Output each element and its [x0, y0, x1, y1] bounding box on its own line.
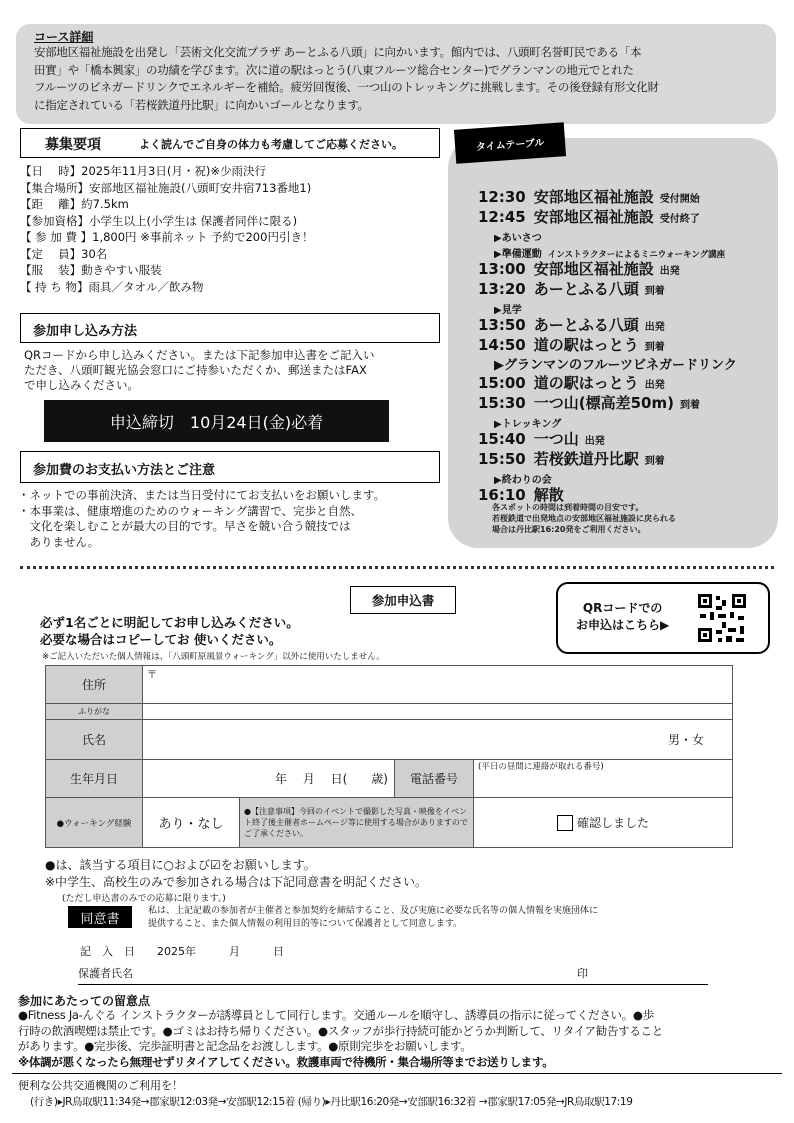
- course-line: 安部地区福祉施設を出発し「芸術文化交流プラザ あーとふる八頭」に向かいます。館内では、八頭町名誉町民である「本: [34, 45, 642, 59]
- consent-badge: 同意書: [68, 906, 132, 928]
- timetable-tag: 出発: [644, 380, 665, 391]
- caution-title: 参加にあたっての留意点: [18, 994, 151, 1008]
- apply-header: [20, 313, 440, 343]
- apply-line: ただき、八頭町観光協会窓口にご持参いただくか、郵送またはFAX: [24, 363, 367, 377]
- timetable-time: 12:45: [478, 208, 526, 226]
- address-field[interactable]: [143, 666, 733, 704]
- timetable-row: [478, 448, 665, 469]
- timetable-place: ▶見学: [494, 305, 522, 316]
- payment-line: 文化を楽しむことが最大の目的です。早さを競い合う競技では: [18, 519, 351, 533]
- timetable-notes: [492, 502, 676, 535]
- seal-mark: 印: [577, 967, 588, 980]
- timetable-place: あーとふる八頭: [533, 316, 639, 334]
- application-form-table: [45, 665, 733, 848]
- minor-note: ※中学生、高校生のみで参加される場合は下記同意書を明記ください。: [45, 875, 428, 889]
- timetable-tag: インストラクターによるミニウォーキング講座: [547, 250, 726, 260]
- timetable-time: 15:50: [478, 450, 526, 468]
- form-instructions: [40, 614, 299, 648]
- recruit-note: よく読んでご自身の体力も考慮してご応募ください。: [139, 138, 403, 151]
- timetable-time: 14:50: [478, 336, 526, 354]
- qr-label-line2: お申込はこちら▶: [576, 618, 670, 632]
- course-line: に指定されている「若桜鉄道丹比駅」に向かいゴールとなります。: [34, 97, 369, 112]
- transit-line: (行き)▸JR鳥取駅11:34発→郡家駅12:03発→安部駅12:15着 (帰り)▸丹比駅16:20発→安部駅16:32着 →郡家駅17:05発→JR鳥取駅17:19: [30, 1096, 633, 1108]
- photo-notice: ●【注意事項】今回のイベントで撮影した写真・映像をイベント終了後主催者ホームページ等に使用する場合がありますのでご了承ください。: [240, 798, 474, 848]
- payment-title: 参加費のお支払い方法とご注意: [33, 463, 216, 478]
- timetable-time: 16:10: [478, 486, 526, 504]
- timetable-time: 12:30: [478, 188, 526, 206]
- furigana-label: ふりがな: [46, 704, 143, 720]
- form-instruction-line: 必要な場合はコピーしてお 使いください。: [40, 632, 282, 647]
- gender-options[interactable]: 男・女: [667, 733, 704, 747]
- timetable-place: 一つ山(標高差50m): [533, 394, 674, 412]
- caution-line: があります。●完歩後、完歩証明書と記念品をお渡しします。●原則完歩をお願いします。: [18, 1039, 472, 1053]
- caution-bold-line: ※体調が悪くなったら無理せずリタイアしてください。救護車両で待機所・集合場所等までお送りします。: [18, 1054, 554, 1069]
- timetable-note: 場合は丹比駅16:20発をご利用ください。: [492, 525, 646, 534]
- minor-sub-note: (ただし申込書のみでの応募に限ります。): [62, 894, 226, 904]
- consent-line: 提供すること、また個人情報の利用目的等について保護者として同意します。: [148, 919, 463, 929]
- confirm-checkbox[interactable]: [557, 815, 573, 831]
- furigana-field[interactable]: [143, 704, 733, 720]
- timetable-place: ▶準備運動: [494, 249, 542, 260]
- caution-line: ●Fitness Ja-んぐる インストラクターが誘導員として同行します。交通ルールを順守し、誘導員の指示に従ってください。●歩: [18, 1008, 654, 1022]
- timetable-tag: 出発: [644, 322, 665, 333]
- birth-label: 生年月日: [46, 760, 143, 798]
- guardian-label: 保護者氏名: [78, 967, 133, 980]
- recruit-item-distance: 【距 離】約7.5km: [20, 197, 129, 211]
- payment-text: [18, 488, 448, 550]
- guardian-name-field[interactable]: [78, 965, 708, 985]
- course-detail-panel: [16, 24, 776, 124]
- recruit-item-date: 【日 時】2025年11月3日(月・祝)※少雨決行: [20, 164, 266, 178]
- timetable-tag: 到着: [644, 342, 665, 353]
- timetable-row: [478, 278, 665, 299]
- timetable-time: 15:00: [478, 374, 526, 392]
- name-label: 氏名: [46, 720, 143, 760]
- qr-box[interactable]: [556, 582, 770, 654]
- timetable-tab: タイムテーブル: [454, 122, 566, 164]
- timetable-row: [478, 258, 680, 279]
- timetable-row: [478, 428, 605, 449]
- recruit-item-eligibility: 【参加資格】小学生以上(小学生は 保護者同伴に限る): [20, 213, 298, 228]
- recruit-item-fee: 【 参 加 費 】1,800円 ※事前ネット 予約で200円引き！: [20, 230, 314, 244]
- timetable-panel: [448, 138, 778, 548]
- birth-field[interactable]: [143, 760, 395, 798]
- course-description: [34, 44, 764, 114]
- walking-options[interactable]: あり・なし: [143, 798, 240, 848]
- timetable-tag: 出発: [584, 436, 605, 447]
- timetable-place: ▶グランマンのフルーツビネガードリンク: [494, 358, 737, 373]
- timetable-tag: 到着: [644, 286, 665, 297]
- timetable-place: 安部地区福祉施設: [533, 188, 654, 206]
- address-label: 住所: [46, 666, 143, 704]
- qr-code-icon[interactable]: [696, 592, 748, 644]
- timetable-time: 13:50: [478, 316, 526, 334]
- privacy-note: ※ご記入いただいた個人情報は、「八頭町原風景ウォーキング」以外に使用いたしません。: [42, 652, 385, 662]
- timetable-place: あーとふる八頭: [533, 280, 639, 298]
- payment-line: ・ネットでの事前決済、または当日受付にてお支払いをお願いします。: [18, 488, 386, 502]
- timetable-row: [478, 314, 665, 335]
- recruit-item-capacity: 【定 員】30名: [20, 246, 108, 261]
- form-instruction-line: 必ず1名ごとに明記してお申し込みください。: [40, 615, 299, 630]
- timetable-note: 若桜鉄道で出発地点の安部地区福祉施設に戻られる: [492, 514, 676, 523]
- timetable-time: 15:40: [478, 430, 526, 448]
- recruit-title: 募集要項: [45, 137, 101, 153]
- course-title: コース詳細: [34, 30, 94, 44]
- timetable-place: 安部地区福祉施設: [533, 260, 654, 278]
- consent-text: [148, 905, 708, 931]
- confirm-label: 確認しました: [576, 815, 649, 830]
- transit-title: 便利な公共交通機関のご利用を！: [18, 1079, 183, 1092]
- payment-header: [20, 451, 440, 483]
- payment-line: ・本事業は、健康増進のためのウォーキング講習で、完歩と自然、: [18, 503, 362, 518]
- qr-label-line1: QRコードでの: [582, 601, 663, 615]
- timetable-row: [494, 354, 737, 373]
- timetable-tag: 受付終了: [659, 214, 700, 225]
- walking-label: ●ウォーキング経験: [46, 798, 143, 848]
- form-title: 参加申込書: [350, 586, 456, 614]
- timetable-row: [478, 334, 665, 355]
- recruit-list: [20, 163, 440, 295]
- confirm-cell[interactable]: [474, 798, 733, 848]
- timetable-place: ▶トレッキング: [494, 419, 562, 430]
- phone-label: 電話番号: [395, 760, 474, 798]
- recruit-item-belongings: 【 持 ち 物】雨具／タオル／飲み物: [20, 279, 204, 294]
- birth-fields: 年 月 日( 歳): [275, 772, 388, 786]
- payment-line: ありません。: [18, 534, 100, 549]
- timetable-place: 一つ山: [533, 430, 579, 448]
- recruit-item-clothing: 【服 装】動きやすい服装: [20, 263, 162, 277]
- timetable-time: 15:30: [478, 394, 526, 412]
- timetable-place: ▶終わりの会: [494, 475, 552, 486]
- timetable-row: [478, 206, 700, 227]
- timetable-note: 各スポットの時間は到着時間の目安です。: [492, 503, 644, 512]
- timetable-row: [478, 392, 700, 413]
- timetable-row: [478, 186, 700, 207]
- timetable-place: 道の駅はっとう: [533, 374, 639, 392]
- timetable-row: [478, 372, 665, 393]
- phone-note: (平日の昼間に連絡が取れる番号): [478, 762, 604, 772]
- timetable-place: 若桜鉄道丹比駅: [533, 450, 639, 468]
- course-line: 田實」や「橋本興家」の功績を学びます。次に道の駅はっとう(八東フルーツ総合センター)でグランマンの地元でとれた: [34, 62, 634, 77]
- apply-line: で申し込みください。: [24, 378, 139, 392]
- consent-date: 記 入 日 2025年 月 日: [80, 945, 284, 958]
- deadline-banner: 申込締切 10月24日(金)必着: [44, 400, 389, 442]
- caution-text: [18, 1008, 780, 1070]
- timetable-tag: 出発: [659, 266, 680, 277]
- name-field[interactable]: [143, 720, 733, 760]
- mark-note: ●は、該当する項目に○および☑をお願いします。: [45, 858, 316, 872]
- apply-title: 参加申し込み方法: [33, 324, 138, 339]
- consent-line: 私は、上記記載の参加者が主催者と参加契約を締結すること、及び実施に必要な氏名等の個人情報を実施団体に: [148, 906, 599, 916]
- timetable-time: 13:00: [478, 260, 526, 278]
- timetable-place: 安部地区福祉施設: [533, 208, 654, 226]
- apply-line: QRコードから申し込みください。または下記参加申込書をご記入い: [24, 348, 375, 362]
- bottom-divider: [12, 1073, 782, 1074]
- apply-text: [24, 348, 444, 393]
- timetable-tag: 到着: [644, 456, 665, 467]
- cut-line-divider: [20, 566, 774, 569]
- timetable-place: 道の駅はっとう: [533, 336, 639, 354]
- timetable-place: ▶あいさつ: [494, 233, 542, 244]
- course-line: フルーツのビネガードリンクでエネルギーを補給。疲労回復後、一つ山のトレッキングに挑戦します。その後登録有形文化財: [34, 80, 659, 94]
- recruit-header: [20, 128, 440, 158]
- timetable-time: 13:20: [478, 280, 526, 298]
- timetable-tag: 到着: [679, 400, 700, 411]
- postal-mark: 〒: [147, 670, 157, 681]
- caution-line: 行時の飲酒喫煙は禁止です。●ゴミはお持ち帰りください。●スタッフが歩行持続可能かどうか判断して、リタイア勧告すること: [18, 1023, 663, 1038]
- timetable-tag: 受付開始: [659, 194, 700, 205]
- phone-field[interactable]: [474, 760, 733, 798]
- timetable-place: 解散: [533, 486, 564, 504]
- qr-label: [576, 600, 669, 634]
- recruit-item-place: 【集合場所】安部地区福祉施設(八頭町安井宿713番地1): [20, 180, 312, 195]
